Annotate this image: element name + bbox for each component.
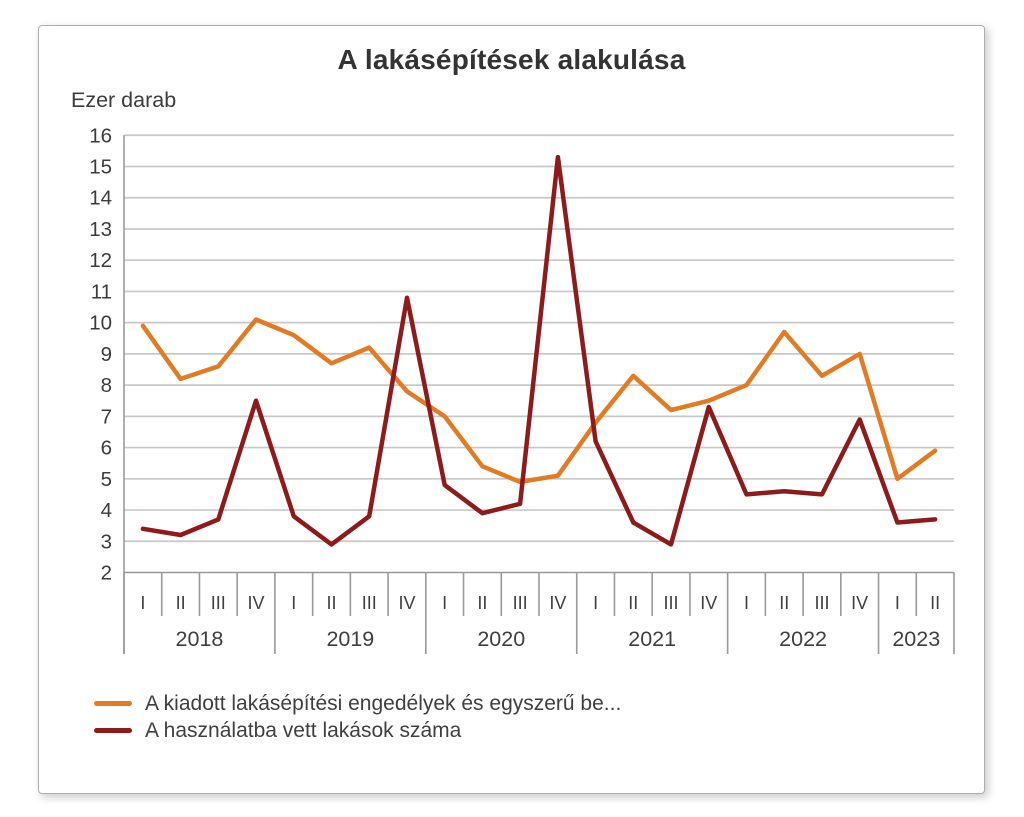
chart-card bbox=[38, 25, 985, 794]
x-quarter-label-2021-III: III bbox=[663, 593, 679, 613]
x-quarter-label-2018-III: III bbox=[210, 593, 226, 613]
chart-canvas bbox=[39, 119, 984, 671]
x-quarter-label-2023-I: I bbox=[894, 593, 900, 613]
x-year-label-2020: 2020 bbox=[477, 627, 526, 651]
x-quarter-label-2022-IV: IV bbox=[851, 593, 869, 613]
y-tick-label-13: 13 bbox=[89, 217, 112, 241]
legend-label-permits: A kiadott lakásépítési engedélyek és egyszerű be... bbox=[145, 691, 622, 715]
y-axis-unit-label: Ezer darab bbox=[71, 88, 177, 112]
y-tick-label-7: 7 bbox=[100, 405, 112, 429]
y-tick-label-5: 5 bbox=[100, 467, 112, 491]
y-tick-label-12: 12 bbox=[89, 249, 112, 273]
x-quarter-label-2022-II: II bbox=[779, 593, 790, 613]
x-quarter-label-2021-I: I bbox=[593, 593, 599, 613]
y-tick-label-11: 11 bbox=[90, 280, 112, 304]
x-quarter-label-2023-II: II bbox=[930, 593, 941, 613]
x-quarter-label-2018-II: II bbox=[175, 593, 186, 613]
x-year-label-2022: 2022 bbox=[779, 627, 828, 651]
legend-item-permits bbox=[94, 690, 621, 717]
series-line-dwellings-completed bbox=[143, 157, 935, 544]
x-quarter-label-2019-II: II bbox=[326, 593, 337, 613]
y-tick-label-9: 9 bbox=[100, 342, 112, 366]
x-quarter-label-2019-III: III bbox=[361, 593, 377, 613]
y-tick-label-2: 2 bbox=[100, 561, 112, 585]
x-year-label-2021: 2021 bbox=[628, 627, 677, 651]
x-quarter-label-2020-IV: IV bbox=[549, 593, 567, 613]
y-tick-label-15: 15 bbox=[89, 155, 112, 179]
x-quarter-label-2020-I: I bbox=[442, 593, 448, 613]
x-quarter-label-2021-IV: IV bbox=[700, 593, 718, 613]
x-quarter-label-2020-III: III bbox=[512, 593, 528, 613]
x-quarter-label-2020-II: II bbox=[477, 593, 488, 613]
x-quarter-label-2022-I: I bbox=[743, 593, 750, 613]
x-quarter-label-2019-IV: IV bbox=[398, 593, 416, 613]
x-quarter-label-2021-II: II bbox=[628, 593, 639, 613]
y-tick-label-14: 14 bbox=[89, 186, 112, 210]
x-year-label-2018: 2018 bbox=[175, 627, 224, 651]
x-quarter-label-2019-I: I bbox=[291, 593, 297, 613]
y-tick-label-10: 10 bbox=[89, 311, 112, 335]
chart-title: A lakásépítések alakulása bbox=[337, 44, 686, 75]
legend-label-completed: A használatba vett lakások száma bbox=[145, 718, 462, 742]
y-tick-label-6: 6 bbox=[100, 436, 112, 460]
y-tick-label-4: 4 bbox=[100, 499, 112, 523]
x-quarter-label-2022-III: III bbox=[814, 593, 830, 613]
x-quarter-label-2018-IV: IV bbox=[247, 593, 265, 613]
legend-swatch-permits bbox=[94, 701, 132, 706]
x-year-label-2023: 2023 bbox=[892, 627, 941, 651]
legend bbox=[94, 690, 621, 744]
y-tick-label-8: 8 bbox=[100, 374, 112, 398]
legend-item-completed bbox=[94, 717, 621, 744]
x-year-label-2019: 2019 bbox=[326, 627, 375, 651]
x-quarter-label-2018-I: I bbox=[140, 593, 146, 613]
y-tick-label-3: 3 bbox=[100, 530, 112, 554]
legend-swatch-completed bbox=[94, 728, 132, 733]
y-tick-label-16: 16 bbox=[89, 124, 112, 148]
